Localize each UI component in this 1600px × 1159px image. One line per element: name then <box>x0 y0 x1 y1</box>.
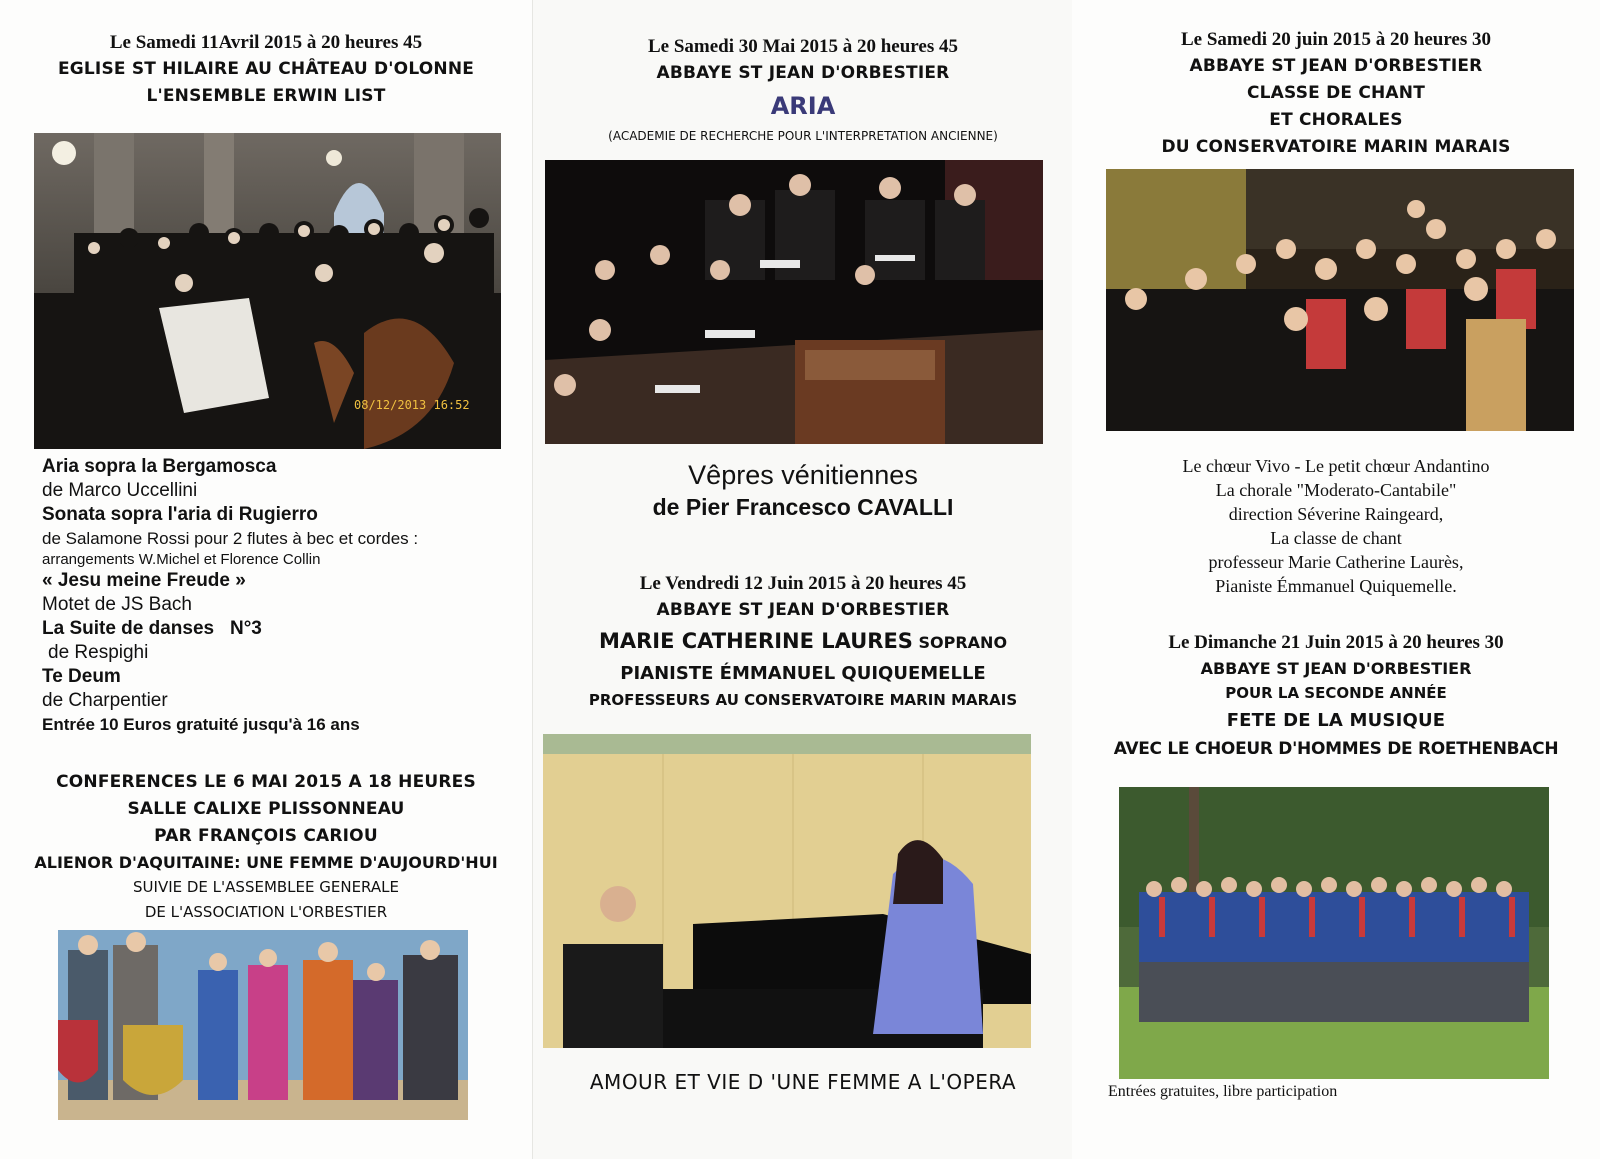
church-orchestra-photo <box>34 133 501 449</box>
work-title: Vêpres vénitiennes <box>688 460 918 490</box>
program-2-author: de Salamone Rossi pour 2 flutes à bec et cordes : <box>42 529 419 548</box>
program-2-title: Sonata sopra l'aria di Rugierro <box>42 504 318 525</box>
conf-line-3: PAR FRANÇOIS CARIOU <box>154 826 378 846</box>
show-title: AMOUR ET VIE D 'UNE FEMME A L'OPERA <box>589 1070 1017 1094</box>
piano-recital-photo <box>543 734 1031 1048</box>
conf-line-5: SUIVIE DE L'ASSEMBLEE GENERALE <box>133 878 399 896</box>
choir-line-1: Le chœur Vivo - Le petit chœur Andantino <box>1182 456 1490 476</box>
singer-name: MARIE CATHERINE LAURES <box>598 629 913 653</box>
event4-line4: ET CHORALES <box>1269 110 1403 130</box>
event2-group-full: (ACADEMIE DE RECHERCHE POUR L'INTERPRETATION ANCIENNE) <box>608 129 998 143</box>
mens-choir-photo <box>1119 787 1549 1079</box>
event3-singer-line <box>533 629 1073 653</box>
program-3-author: Motet de JS Bach <box>42 594 192 615</box>
conf-line-2: SALLE CALIXE PLISSONNEAU <box>127 799 405 819</box>
event5-title: FETE DE LA MUSIQUE <box>1226 710 1446 731</box>
program-5-title: Te Deum <box>42 666 121 687</box>
event4-line3: CLASSE DE CHANT <box>1246 83 1426 103</box>
conf-line-1: CONFERENCES LE 6 MAI 2015 A 18 HEURES <box>56 772 476 792</box>
program-2-arrangement: arrangements W.Michel et Florence Collin <box>42 551 321 568</box>
event5-guest: AVEC LE CHOEUR D'HOMMES DE ROETHENBACH <box>1113 739 1559 759</box>
program-1-author: de Marco Uccellini <box>42 480 198 501</box>
work-author: de Pier Francesco CAVALLI <box>652 494 954 520</box>
event3-venue: ABBAYE ST JEAN D'ORBESTIER <box>656 600 950 620</box>
photo-timestamp: 08/12/2013 16:52 <box>354 398 470 412</box>
program-5-author: de Charpentier <box>42 690 168 711</box>
event4-date: Le Samedi 20 juin 2015 à 20 heures 30 <box>1180 29 1491 50</box>
event3-pianist: PIANISTE ÉMMANUEL QUIQUEMELLE <box>620 663 986 684</box>
event2-date: Le Samedi 30 Mai 2015 à 20 heures 45 <box>648 36 958 57</box>
event1-ensemble: L'ENSEMBLE ERWIN LIST <box>146 86 386 106</box>
event5-edition: POUR LA SECONDE ANNÉE <box>1225 684 1447 702</box>
medieval-figures-image <box>58 930 468 1120</box>
event4-line5: DU CONSERVATOIRE MARIN MARAIS <box>1161 137 1511 157</box>
choir-line-2: La chorale "Moderato-Cantabile" <box>1215 480 1457 500</box>
choir-line-6: Pianiste Émmanuel Quiquemelle. <box>1215 576 1457 596</box>
event3-date: Le Vendredi 12 Juin 2015 à 20 heures 45 <box>639 573 967 594</box>
event2-venue: ABBAYE ST JEAN D'ORBESTIER <box>656 63 950 83</box>
program-4-title: La Suite de danses <box>42 618 215 639</box>
event5-date: Le Dimanche 21 Juin 2015 à 20 heures 30 <box>1168 632 1504 653</box>
event1-venue: EGLISE ST HILAIRE AU CHÂTEAU D'OLONNE <box>57 59 475 79</box>
choirs-list <box>1072 454 1600 598</box>
chorale-photo <box>1106 169 1574 431</box>
conf-line-6: DE L'ASSOCIATION L'ORBESTIER <box>144 903 388 921</box>
entry-price: Entrée 10 Euros gratuité jusqu'à 16 ans <box>42 715 360 734</box>
choir-line-3: direction Séverine Raingeard, <box>1228 504 1444 524</box>
program-3-title: « Jesu meine Freude » <box>42 570 246 591</box>
program-list <box>42 455 418 737</box>
panel-right <box>1072 0 1600 1159</box>
conf-line-4: ALIENOR D'AQUITAINE: UNE FEMME D'AUJOURD'HUI <box>34 853 498 872</box>
choir-line-5: professeur Marie Catherine Laurès, <box>1208 552 1464 572</box>
event4-venue: ABBAYE ST JEAN D'ORBESTIER <box>1189 56 1483 76</box>
panel-middle <box>532 0 1074 1159</box>
aria-choir-photo <box>545 160 1043 444</box>
singer-role: SOPRANO <box>918 633 1008 652</box>
program-1-title: Aria sopra la Bergamosca <box>42 456 277 477</box>
entry-free: Entrées gratuites, libre participation <box>1108 1083 1338 1100</box>
choir-line-4: La classe de chant <box>1270 528 1402 548</box>
event3-profs: PROFESSEURS AU CONSERVATOIRE MARIN MARAIS <box>588 691 1018 709</box>
program-4-author: de Respighi <box>48 642 149 663</box>
event5-venue: ABBAYE ST JEAN D'ORBESTIER <box>1200 659 1472 678</box>
program-4-number: N°3 <box>229 618 262 639</box>
panel-left <box>0 0 532 1159</box>
event1-date: Le Samedi 11Avril 2015 à 20 heures 45 <box>109 32 423 53</box>
event2-group: ARIA <box>770 92 836 120</box>
